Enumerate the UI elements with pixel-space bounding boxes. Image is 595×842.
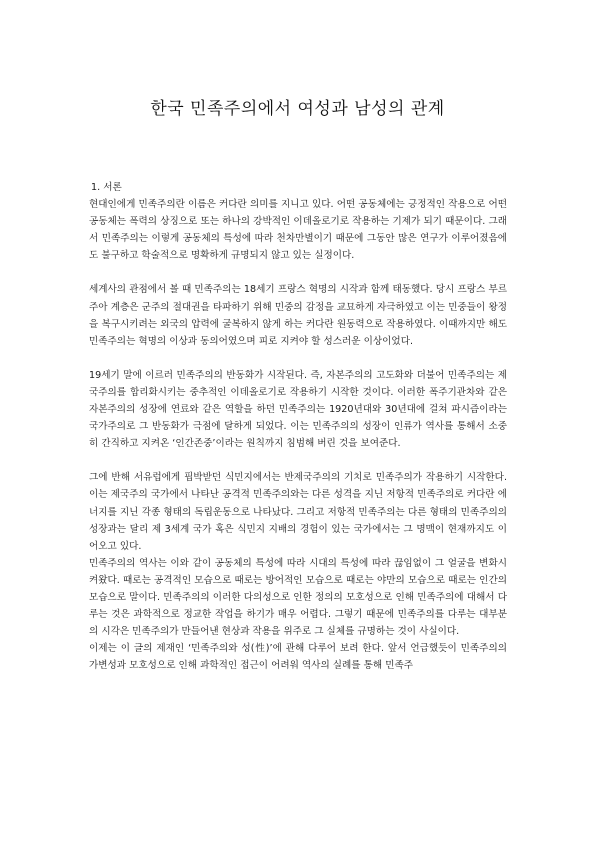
paragraph: 이제는 이 글의 제재인 ‘민족주의와 성(性)’에 관해 다루어 보려 한다. 앞서 언급했듯이 민족주의의 가변성과 모호성으로 인해 과학적인 접근이 어려워 역사의 실례를 통해 민족주 <box>89 643 507 672</box>
paragraph: 세계사의 관점에서 볼 때 민족주의는 18세기 프랑스 혁명의 시작과 함께 태동했다. 당시 프랑스 부르주아 계층은 군주의 절대권을 타파하기 위해 민중의 감정을 교묘하게 자극하였고 이는 민중들이 왕정을 복구시키려는 외국의 압력에 굴복하지 않게 하는 커다란 원동력으로 작용하였다. 이때까지만 해도 민족주의는 혁명의 이상과 동의어였으며 피로 지켜야 할 성스러운 이상이었다. <box>89 284 507 347</box>
paragraph: 현대인에게 민족주의란 이름은 커다란 의미를 지니고 있다. 어떤 공동체에는 긍정적인 작용으로 어떤 공동체는 폭력의 상징으로 또는 하나의 강박적인 이데올로기로 작용하는 기제가 되기 때문이다. 그래서 민족주의는 이렇게 공동체의 특성에 따라 천차만별이기 때문에 그동안 많은 연구가 이루어졌음에도 불구하고 학술적으로 명확하게 규명되지 않고 있는 실정이다. <box>89 199 507 262</box>
document-body <box>89 179 507 674</box>
paragraph: 19세기 말에 이르러 민족주의의 반동화가 시작된다. 즉, 자본주의의 고도화와 더불어 민족주의는 제국주의를 합리화시키는 중추적인 이데올로기로 작용하기 시작한 것이다. 이러한 폭주기관차와 같은 자본주의의 성장에 연료와 같은 역할을 하던 민족주의는 1920년대와 30년대에 걸쳐 파시즘이라는 국가주의로 그 반동화가 극점에 달하게 되었다. 이는 민족주의의 성장이 인류가 역사를 통해서 소중히 간직하고 지켜온 ‘인간존중’이라는 원칙까지 침범해 버린 것을 보여준다. <box>89 369 507 450</box>
document-title: 한국 민족주의에서 여성과 남성의 관계 <box>150 99 445 119</box>
section-heading: 1. 서론 <box>91 182 122 193</box>
paragraph: 민족주의의 역사는 이와 같이 공동체의 특성에 따라 시대의 특성에 따라 끊임없이 그 얼굴을 변화시켜왔다. 때로는 공격적인 모습으로 때로는 방어적인 모습으로 때로는 야만의 모습으로 때로는 인간의 모습으로 말이다. 민족주의의 이러한 다의성으로 인한 정의의 모호성으로 인해 민족주의에 대해서 다루는 것은 과학적으로 정교한 작업을 하기가 매우 어렵다. 그렇기 때문에 민족주의를 다루는 대부분의 시각은 민족주의가 만들어낸 현상과 작용을 위주로 그 실체를 규명하는 것이 사실이다. <box>89 557 507 638</box>
paragraph: 그에 반해 서유럽에게 핍박받던 식민지에서는 반제국주의의 기치로 민족주의가 작용하기 시작한다. 이는 제국주의 국가에서 나타난 공격적 민족주의와는 다른 성격을 지닌 저항적 민족주의로 커다란 에너지를 지닌 각종 형태의 독립운동으로 나타났다. 그리고 저항적 민족주의는 다른 형태의 민족주의의 성장과는 달리 제 3세계 국가 혹은 식민지 지배의 경험이 있는 국가에서는 그 명맥이 현재까지도 이어오고 있다. <box>89 472 507 552</box>
